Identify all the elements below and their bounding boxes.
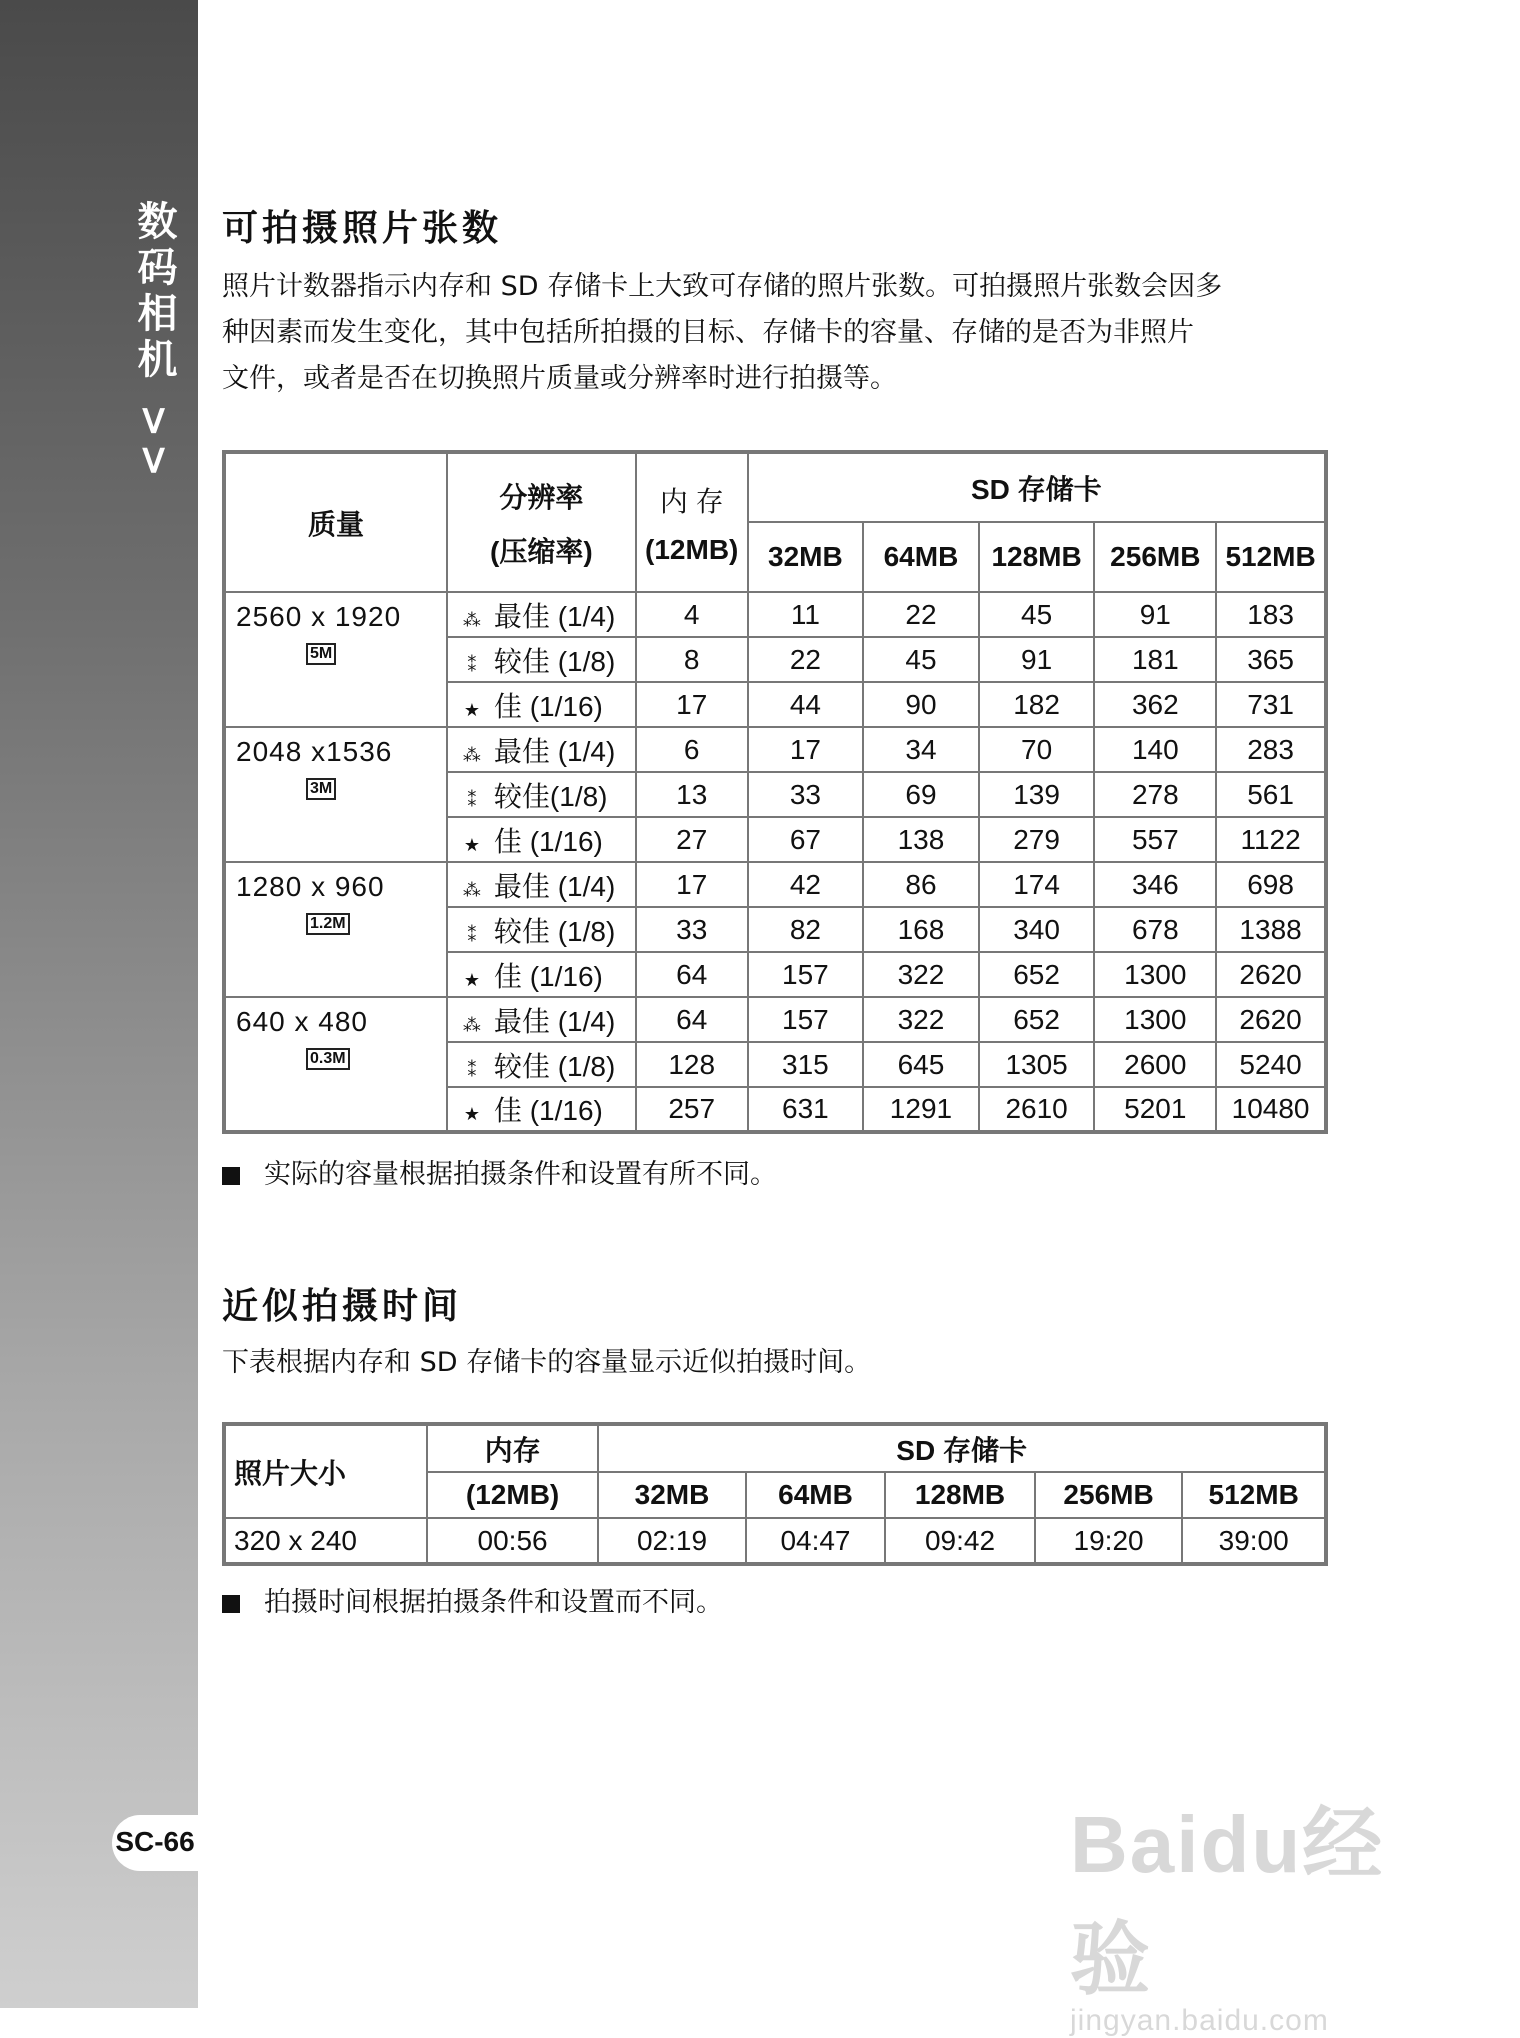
- sd-count-cell: 557: [1094, 817, 1216, 862]
- image-size-label: 1280 x 960: [236, 871, 385, 902]
- sd-card-header-2: SD 存储卡: [598, 1424, 1326, 1472]
- table-row: [224, 997, 1326, 1042]
- watermark-logo: Baidu经验: [1070, 1800, 1385, 2004]
- sd-time-cell: 02:19: [598, 1518, 745, 1564]
- sd-count-cell: 1122: [1216, 817, 1326, 862]
- paragraph-line: 照片计数器指示内存和 SD 存储卡上大致可存储的照片张数。可拍摄照片张数会因多: [222, 271, 1223, 302]
- compression-label: 较佳 (1/8): [493, 1050, 616, 1082]
- sd-count-cell: 138: [863, 817, 979, 862]
- compression-label: 最佳 (1/4): [493, 870, 616, 902]
- memory-count-cell: 13: [636, 772, 748, 817]
- sd-count-cell: 82: [748, 907, 864, 952]
- bullet-square-icon: [222, 1167, 240, 1185]
- note-1: 实际的容量根据拍摄条件和设置有所不同。: [222, 1152, 777, 1191]
- quality-star-icon: ★: [463, 699, 480, 720]
- sd-count-cell: 1300: [1094, 952, 1216, 997]
- memory-count-cell: 33: [636, 907, 748, 952]
- sd-count-cell: 69: [863, 772, 979, 817]
- quality-star-icon: ★: [463, 1104, 480, 1124]
- section2-paragraph: 下表根据内存和 SD 存储卡的容量显示近似拍摄时间。: [222, 1347, 872, 1378]
- sd-size-header: 64MB: [746, 1472, 886, 1518]
- sd-count-cell: 33: [748, 772, 864, 817]
- compression-label: 较佳(1/8): [493, 780, 608, 812]
- sidebar-title: 数码相机 >>: [131, 200, 177, 483]
- sd-count-cell: 5240: [1216, 1042, 1326, 1087]
- sd-card-header: SD 存储卡: [748, 452, 1326, 522]
- sd-count-cell: 22: [748, 637, 864, 682]
- note-2: 拍摄时间根据拍摄条件和设置而不同。: [222, 1580, 723, 1619]
- watermark-url: jingyan.baidu.com: [1070, 2004, 1329, 2037]
- image-size-label: 2048 x1536: [236, 736, 393, 767]
- sd-count-cell: 322: [863, 952, 979, 997]
- sd-size-header: 512MB: [1216, 522, 1326, 592]
- compression-cell: [447, 682, 636, 727]
- sd-size-header: 32MB: [748, 522, 864, 592]
- sd-count-cell: 652: [979, 952, 1095, 997]
- compression-label: 较佳 (1/8): [493, 645, 616, 677]
- memory-count-cell: 8: [636, 637, 748, 682]
- sd-count-cell: 340: [979, 907, 1095, 952]
- sd-count-cell: 168: [863, 907, 979, 952]
- sd-time-cell: 19:20: [1035, 1518, 1183, 1564]
- sd-count-cell: 1291: [863, 1087, 979, 1132]
- compression-cell: [447, 862, 636, 907]
- memory-count-cell: 4: [636, 592, 748, 637]
- memory-count-cell: 128: [636, 1042, 748, 1087]
- memory-header: 内 存 (12MB): [636, 452, 748, 592]
- sd-count-cell: 45: [863, 637, 979, 682]
- sd-count-cell: 157: [748, 952, 864, 997]
- sd-size-header: 32MB: [598, 1472, 745, 1518]
- sd-size-header: 64MB: [863, 522, 979, 592]
- quality-cell: [224, 997, 447, 1132]
- quality-star-icon: ⁂: [462, 879, 481, 900]
- sd-count-cell: 139: [979, 772, 1095, 817]
- sd-count-cell: 2600: [1094, 1042, 1216, 1087]
- quality-star-icon: ★: [463, 834, 480, 855]
- sd-count-cell: 346: [1094, 862, 1216, 907]
- sd-count-cell: 10480: [1216, 1087, 1326, 1132]
- compression-label: 最佳 (1/4): [493, 600, 616, 632]
- compression-cell: [447, 952, 636, 997]
- memory-count-cell: 27: [636, 817, 748, 862]
- resolution-badge-icon: 1.2M: [306, 913, 350, 935]
- sd-count-cell: 731: [1216, 682, 1326, 727]
- sd-size-header: 512MB: [1182, 1472, 1326, 1518]
- resolution-badge-icon: 5M: [306, 643, 336, 665]
- sd-count-cell: 322: [863, 997, 979, 1042]
- compression-cell: [447, 1087, 636, 1132]
- compression-label: 佳 (1/16): [493, 1095, 603, 1126]
- sd-count-cell: 22: [863, 592, 979, 637]
- sd-time-cell: 39:00: [1182, 1518, 1326, 1564]
- compression-label: 最佳 (1/4): [493, 735, 616, 767]
- sd-count-cell: 631: [748, 1087, 864, 1132]
- memory-header-2: 内存: [427, 1424, 598, 1472]
- sd-count-cell: 652: [979, 997, 1095, 1042]
- compression-cell: [447, 637, 636, 682]
- sd-count-cell: 86: [863, 862, 979, 907]
- section1-heading: 可拍摄照片张数: [222, 208, 503, 249]
- sd-count-cell: 1305: [979, 1042, 1095, 1087]
- compression-label: 较佳 (1/8): [493, 915, 616, 947]
- sd-count-cell: 91: [979, 637, 1095, 682]
- quality-star-icon: ⁂: [462, 744, 481, 765]
- recording-time-table: [222, 1422, 1328, 1566]
- sd-count-cell: 315: [748, 1042, 864, 1087]
- section2-heading: 近似拍摄时间: [222, 1286, 463, 1327]
- quality-header: 质量: [224, 452, 447, 592]
- watermark: [1070, 1780, 1430, 2038]
- sd-count-cell: 70: [979, 727, 1095, 772]
- sd-count-cell: 278: [1094, 772, 1216, 817]
- sd-count-cell: 1300: [1094, 997, 1216, 1042]
- quality-star-icon: ⁑: [467, 789, 477, 810]
- sd-count-cell: 283: [1216, 727, 1326, 772]
- sd-count-cell: 2610: [979, 1087, 1095, 1132]
- memory-count-cell: 17: [636, 862, 748, 907]
- sd-count-cell: 183: [1216, 592, 1326, 637]
- compression-label: 佳 (1/16): [493, 690, 603, 722]
- paragraph-line: 文件，或者是否在切换照片质量或分辨率时进行拍摄等。: [222, 363, 897, 394]
- sd-count-cell: 1388: [1216, 907, 1326, 952]
- sd-count-cell: 90: [863, 682, 979, 727]
- image-size-label: 2560 x 1920: [236, 601, 402, 632]
- compression-label: 最佳 (1/4): [493, 1005, 616, 1037]
- compression-cell: [447, 907, 636, 952]
- compression-label: 佳 (1/16): [493, 960, 603, 992]
- sd-time-cell: 09:42: [885, 1518, 1035, 1564]
- sd-count-cell: 174: [979, 862, 1095, 907]
- photo-size-cell: 320 x 240: [224, 1518, 427, 1564]
- sd-count-cell: 140: [1094, 727, 1216, 772]
- sd-count-cell: 2620: [1216, 997, 1326, 1042]
- resolution-badge-icon: 3M: [306, 778, 336, 800]
- sd-count-cell: 698: [1216, 862, 1326, 907]
- sd-count-cell: 91: [1094, 592, 1216, 637]
- memory-capacity-header-2: (12MB): [427, 1472, 598, 1518]
- compression-cell: [447, 592, 636, 637]
- compression-label: 佳 (1/16): [493, 825, 603, 857]
- quality-cell: [224, 727, 447, 862]
- compression-cell: [447, 772, 636, 817]
- resolution-header: 分辨率 (压缩率): [447, 452, 636, 592]
- sd-time-cell: 04:47: [746, 1518, 886, 1564]
- bullet-square-icon: [222, 1595, 240, 1613]
- memory-count-cell: 17: [636, 682, 748, 727]
- image-size-label: 640 x 480: [236, 1006, 368, 1037]
- table-row: [224, 592, 1326, 637]
- sd-count-cell: 44: [748, 682, 864, 727]
- sd-size-header: 128MB: [885, 1472, 1035, 1518]
- sd-size-header: 256MB: [1035, 1472, 1183, 1518]
- quality-cell: [224, 592, 447, 727]
- sd-count-cell: 645: [863, 1042, 979, 1087]
- memory-count-cell: 64: [636, 952, 748, 997]
- sd-count-cell: 11: [748, 592, 864, 637]
- memory-time-cell: 00:56: [427, 1518, 598, 1564]
- section1-paragraph: [222, 264, 1342, 402]
- table-row: [224, 1518, 1326, 1564]
- sd-count-cell: 67: [748, 817, 864, 862]
- sd-count-cell: 34: [863, 727, 979, 772]
- compression-cell: [447, 997, 636, 1042]
- compression-cell: [447, 1042, 636, 1087]
- sd-count-cell: 181: [1094, 637, 1216, 682]
- sd-count-cell: 365: [1216, 637, 1326, 682]
- compression-cell: [447, 727, 636, 772]
- sd-count-cell: 2620: [1216, 952, 1326, 997]
- quality-star-icon: ⁑: [467, 924, 477, 945]
- sd-size-header: 256MB: [1094, 522, 1216, 592]
- memory-count-cell: 64: [636, 997, 748, 1042]
- sd-size-header: 128MB: [979, 522, 1095, 592]
- memory-count-cell: 6: [636, 727, 748, 772]
- sd-count-cell: 42: [748, 862, 864, 907]
- photo-size-header: 照片大小: [224, 1424, 427, 1518]
- sd-count-cell: 279: [979, 817, 1095, 862]
- resolution-badge-icon: 0.3M: [306, 1048, 350, 1070]
- sd-count-cell: 17: [748, 727, 864, 772]
- photo-count-table: [222, 450, 1328, 1134]
- sd-count-cell: 182: [979, 682, 1095, 727]
- compression-cell: [447, 817, 636, 862]
- quality-star-icon: ⁑: [467, 654, 477, 675]
- table-row: [224, 727, 1326, 772]
- sd-count-cell: 5201: [1094, 1087, 1216, 1132]
- sd-count-cell: 45: [979, 592, 1095, 637]
- sd-count-cell: 362: [1094, 682, 1216, 727]
- table-row: [224, 862, 1326, 907]
- sd-count-cell: 157: [748, 997, 864, 1042]
- sd-count-cell: 678: [1094, 907, 1216, 952]
- quality-star-icon: ⁑: [467, 1059, 477, 1080]
- quality-star-icon: ★: [463, 969, 480, 990]
- quality-cell: [224, 862, 447, 997]
- paragraph-line: 种因素而发生变化，其中包括所拍摄的目标、存储卡的容量、存储的是否为非照片: [222, 317, 1194, 348]
- quality-star-icon: ⁂: [462, 609, 481, 630]
- sd-count-cell: 561: [1216, 772, 1326, 817]
- page-number: SC-66: [115, 1826, 195, 1857]
- quality-star-icon: ⁂: [462, 1014, 481, 1035]
- memory-count-cell: 257: [636, 1087, 748, 1132]
